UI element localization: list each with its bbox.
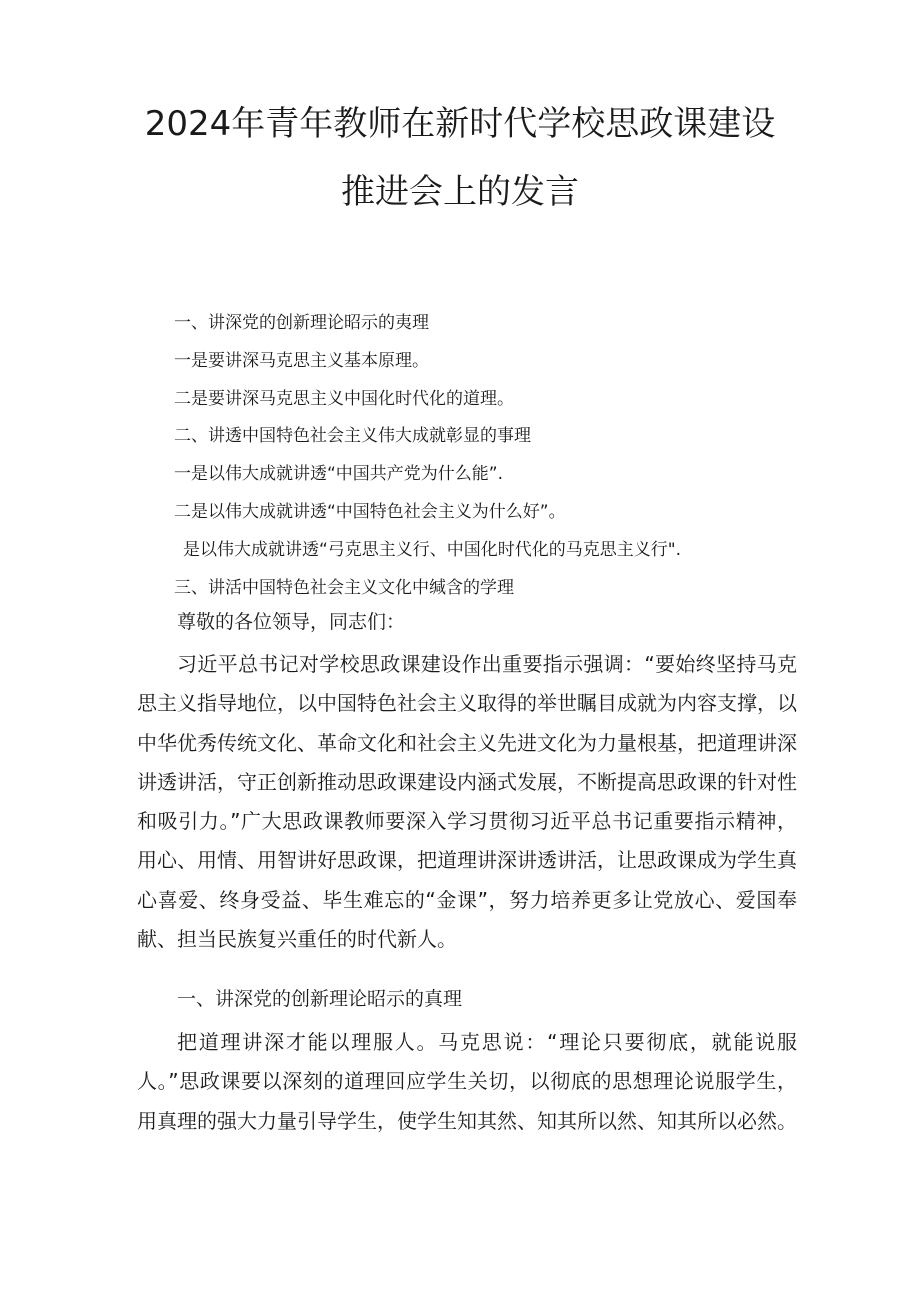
document-title-line-1: 2024年青年教师在新时代学校思政课建设 bbox=[144, 104, 776, 144]
body-paragraph: 把道理讲深才能以理服人。马克思说：“理论只要彻底，就能说服人。”思政课要以深刻的道理回应学生关切，以彻底的思想理论说服学生，用真理的强大力量引导学生，使学生知其然、知其所以然、知其所以必然。 bbox=[137, 1030, 797, 1133]
outline-item: 三、讲活中国特色社会主义文化中缄含的学理 bbox=[174, 577, 514, 598]
outline-item: 一、讲深党的创新理论昭示的夷理 bbox=[174, 313, 429, 333]
outline-item: 二是以伟大成就讲透“中国特色社会主义为什么好”。 bbox=[174, 501, 566, 522]
section-heading: 一、讲深党的创新理论昭示的真理 bbox=[177, 988, 463, 1010]
outline-item: 二是要讲深马克思主义中国化时代化的道理。 bbox=[174, 388, 514, 409]
document-title-line-2: 推进会上的发言 bbox=[341, 172, 579, 212]
greeting: 尊敬的各位领导，同志们： bbox=[177, 611, 406, 633]
outline-list bbox=[174, 305, 894, 607]
body-paragraph: 习近平总书记对学校思政课建设作出重要指示强调：“要始终坚持马克思主义指导地位，以中国特色社会主义取得的举世瞩目成就为内容支撑，以中华优秀传统文化、革命文化和社会主义先进文化为力量根基，把道理讲深讲透讲活，守正创新推动思政课建设内涵式发展，不断提高思政课的针对性和吸引力。”广大思政课教师要深入学习贯彻习近平总书记重要指示精神，用心、用情、用智讲好思政课，把道理讲深讲透讲活，让思政课成为学生真心喜爱、终身受益、毕生难忘的“金课”，努力培养更多让党放心、爱国奉献、担当民族复兴重任的时代新人。 bbox=[137, 652, 797, 952]
outline-item: 一是要讲深马克思主义基本原理。 bbox=[174, 350, 429, 371]
outline-item: 一是以伟大成就讲透“中国共产党为什么能”. bbox=[174, 464, 504, 485]
outline-item: 二、讲透中国特色社会主义伟大成就彰显的事理 bbox=[174, 426, 531, 447]
outline-item: 是以伟大成就讲透“弓克思主义行、中国化时代化的马克思主义行". bbox=[183, 539, 682, 560]
